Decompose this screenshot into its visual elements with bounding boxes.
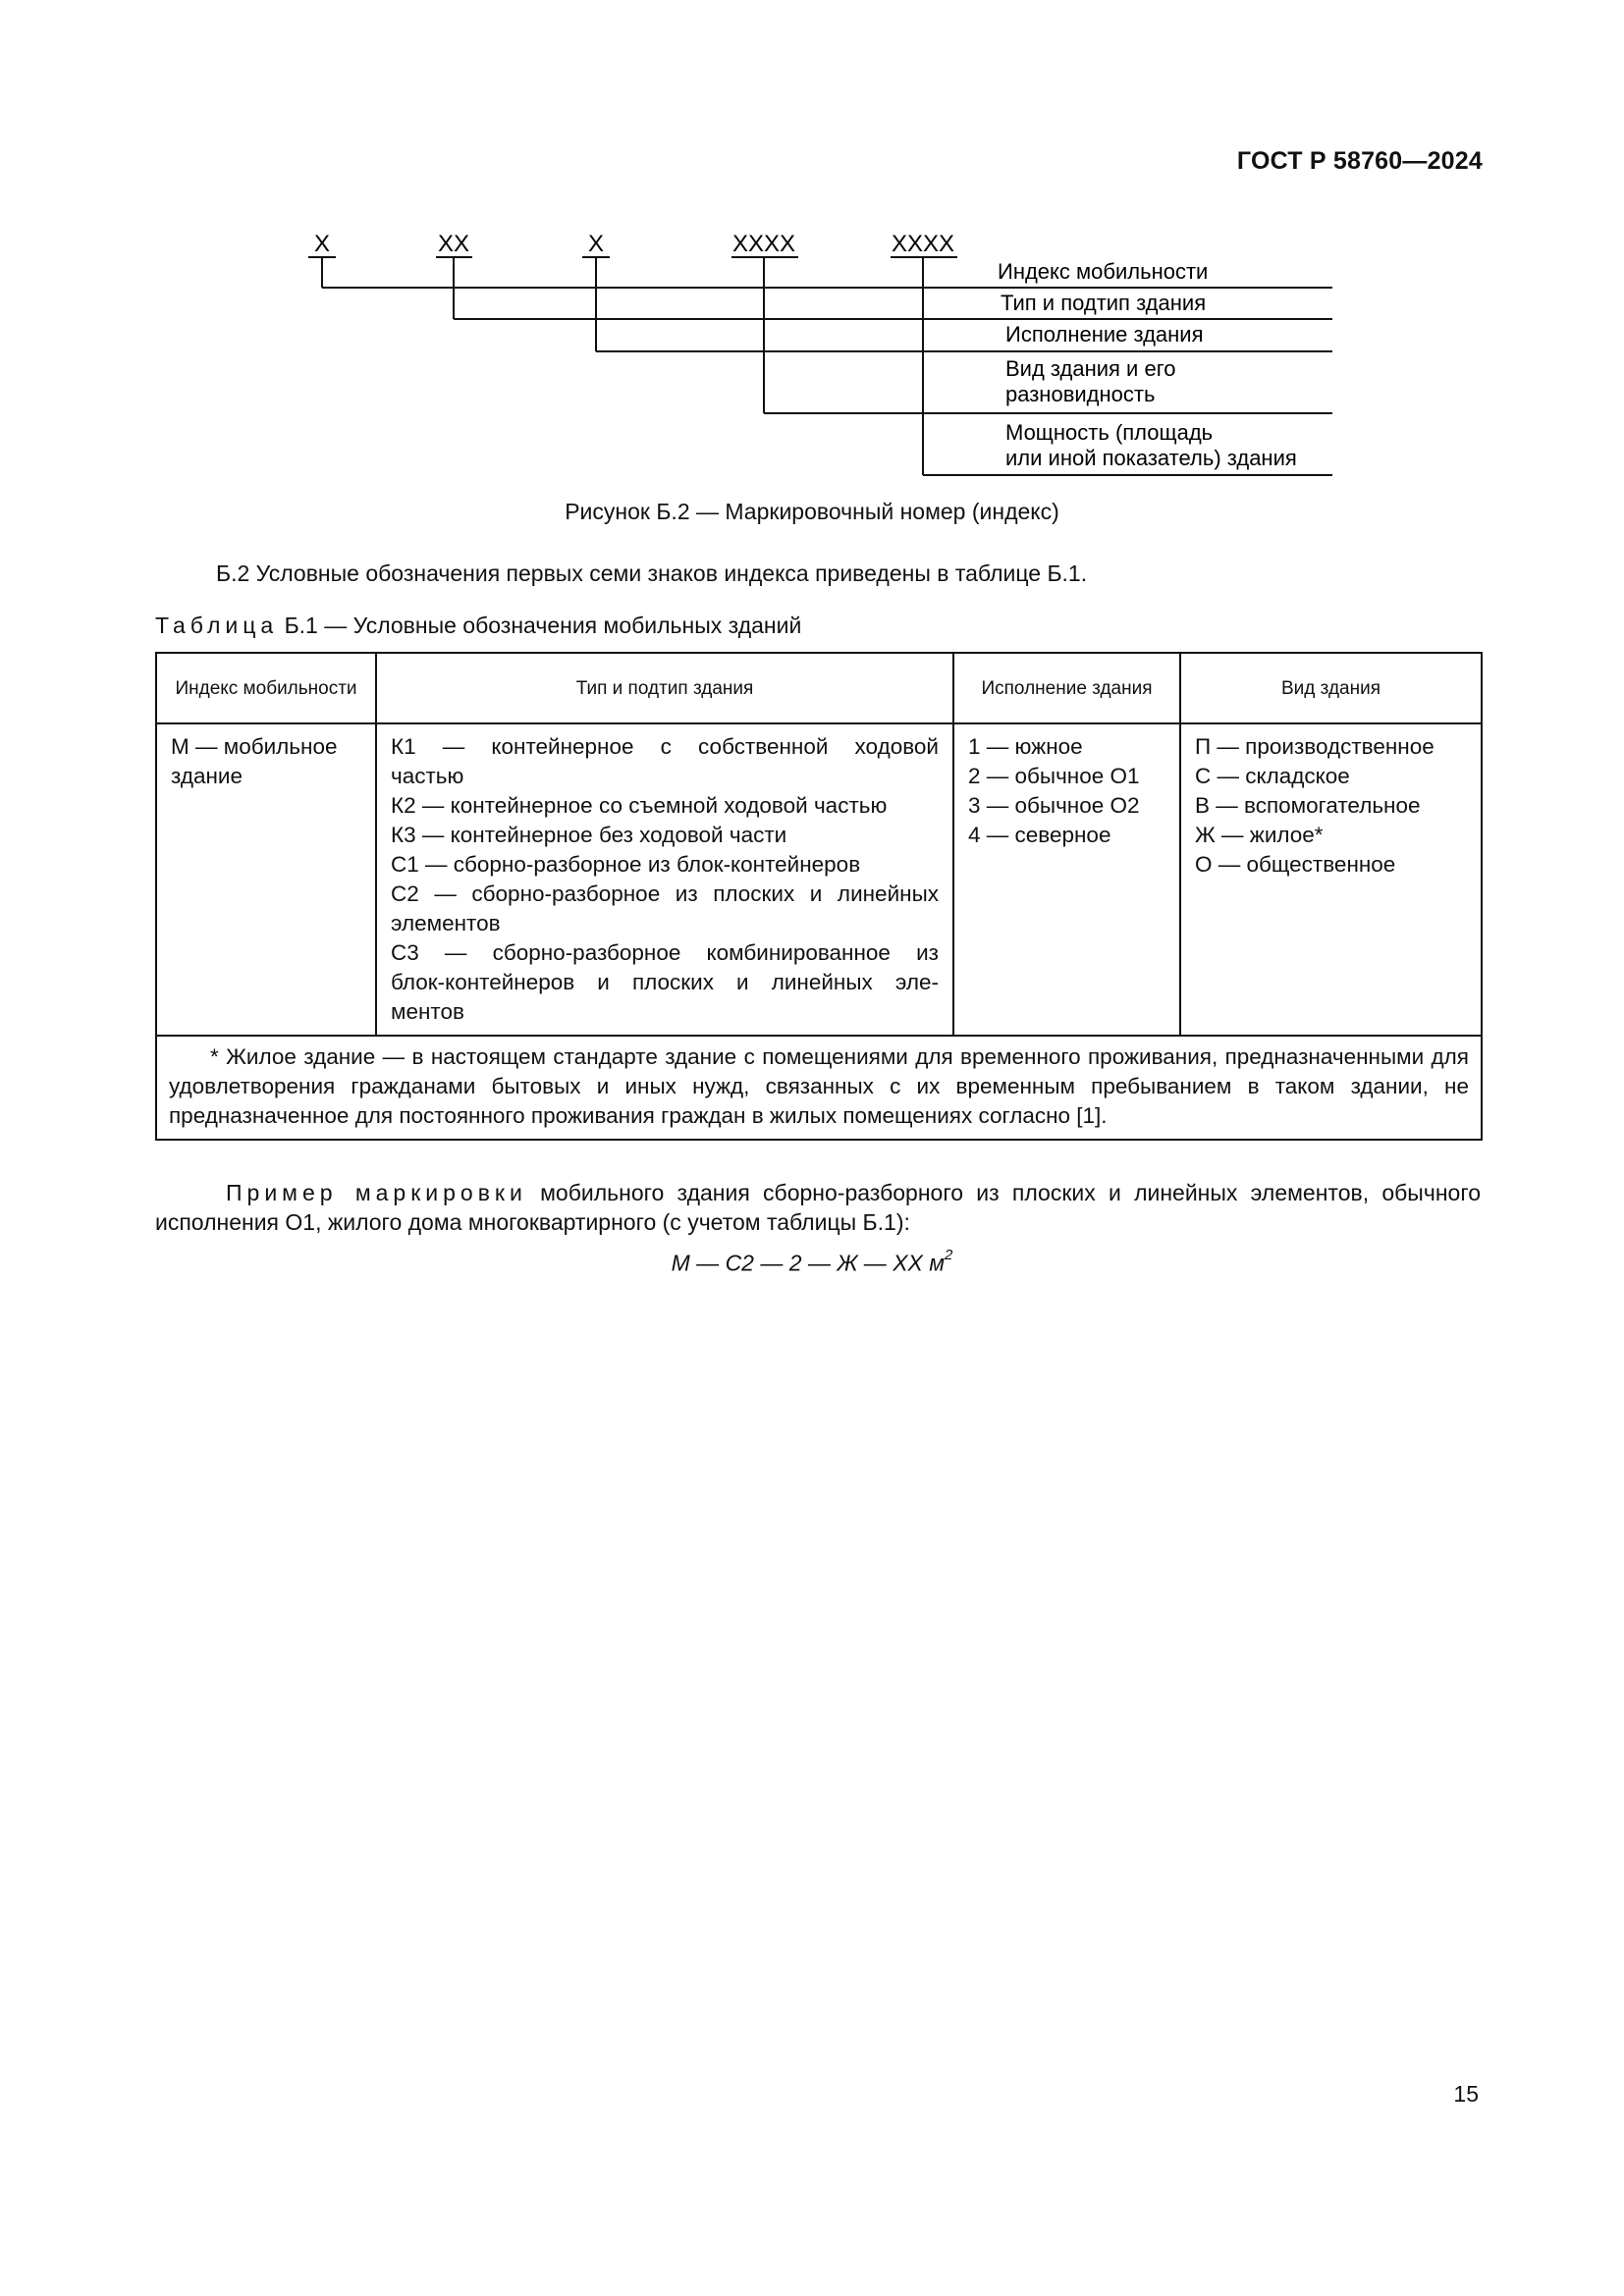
table-footnote-row: [156, 1036, 1482, 1140]
type-line: К1 — контейнерное с собственной ходовой: [391, 734, 939, 759]
type-line: С3 — сборно-разборное комбинированное из: [391, 940, 939, 965]
formula-text: М — С2 — 2 — Ж — XX м: [671, 1250, 946, 1276]
label-power-line2: или иной показатель) здания: [1005, 446, 1297, 470]
label-mobility-index: Индекс мобильности: [998, 259, 1209, 284]
kind-line: О — общественное: [1195, 852, 1396, 877]
example-label: Пример маркировки: [226, 1180, 527, 1205]
figure-caption: Рисунок Б.2 — Маркировочный номер (индекс): [565, 499, 1059, 524]
type-line: С1 — сборно-разборное из блок-контейнеров: [391, 852, 861, 877]
type-line: элементов: [391, 911, 501, 935]
type-line: К2 — контейнерное со съемной ходовой частью: [391, 793, 888, 818]
header-mobility-index: Индекс мобильности: [156, 653, 376, 723]
marking-index-diagram: [0, 0, 1624, 491]
kind-line: Ж — жилое*: [1195, 823, 1324, 847]
type-line: блок-контейнеров и плоских и линейных эле-: [391, 970, 939, 994]
type-line: ментов: [391, 999, 464, 1024]
table-row: [156, 723, 1482, 1036]
label-kind-line2: разновидность: [1005, 382, 1156, 406]
kind-line: В — вспомогательное: [1195, 793, 1421, 818]
type-line: К3 — контейнерное без ходовой части: [391, 823, 787, 847]
header-building-kind: Вид здания: [1180, 653, 1482, 723]
cell-type-subtype: [376, 723, 953, 1036]
formula-superscript: 2: [945, 1247, 953, 1263]
table-header-row: [156, 653, 1482, 723]
label-kind-line1: Вид здания и его: [1005, 356, 1176, 381]
label-power-line1: Мощность (площадь: [1005, 420, 1214, 445]
execution-line: 1 — южное: [968, 734, 1083, 759]
code-3: X: [587, 231, 605, 257]
type-line: частью: [391, 764, 464, 788]
execution-line: 3 — обычное О2: [968, 793, 1140, 818]
cell-execution: [953, 723, 1180, 1036]
execution-line: 2 — обычное О1: [968, 764, 1140, 788]
example-text: мобильного здания сборно-разборного из плоских и линейных элементов, обычного исполнения О1, жилого дома многоквартирного (с учетом таблицы Б.1):: [155, 1180, 1481, 1235]
table-title-rest: Б.1 — Условные обозначения мобильных зданий: [278, 613, 802, 638]
cell-mobility-text: М — мобильное здание: [171, 734, 338, 788]
cell-mobility-index: [156, 723, 376, 1036]
cell-building-kind: [1180, 723, 1482, 1036]
label-type-subtype: Тип и подтип здания: [1001, 291, 1207, 315]
page-number: 15: [1453, 2081, 1479, 2107]
footnote-text: * Жилое здание — в настоящем стандарте здание с помещениями для временного проживания, предназначенными для удовлетворения гражданами бытовых и иных нужд, связанных с их временным пребыванием в таком здании, не предназначенное для постоянного проживания граждан в жилых помещениях согласно [1].: [169, 1044, 1469, 1128]
designations-table: [155, 652, 1483, 1141]
header-type-subtype: Тип и подтип здания: [376, 653, 953, 723]
label-execution: Исполнение здания: [1005, 322, 1204, 347]
header-execution: Исполнение здания: [953, 653, 1180, 723]
paragraph-b2: Б.2 Условные обозначения первых семи знаков индекса приведены в таблице Б.1.: [216, 561, 1088, 586]
kind-line: С — складское: [1195, 764, 1350, 788]
code-4: XXXX: [731, 231, 796, 257]
page-header-standard-id: ГОСТ Р 58760—2024: [1236, 147, 1483, 175]
table-title: [155, 613, 801, 639]
marking-example: [155, 1178, 1481, 1237]
code-2: XX: [437, 231, 470, 257]
kind-line: П — производственное: [1195, 734, 1435, 759]
table-title-word: Таблица: [155, 613, 279, 638]
marking-formula: [0, 1247, 1624, 1277]
execution-line: 4 — северное: [968, 823, 1111, 847]
table-footnote: [156, 1036, 1482, 1140]
type-line: С2 — сборно-разборное из плоских и линейных: [391, 881, 939, 906]
code-1: X: [313, 231, 331, 257]
code-5: XXXX: [891, 231, 955, 257]
